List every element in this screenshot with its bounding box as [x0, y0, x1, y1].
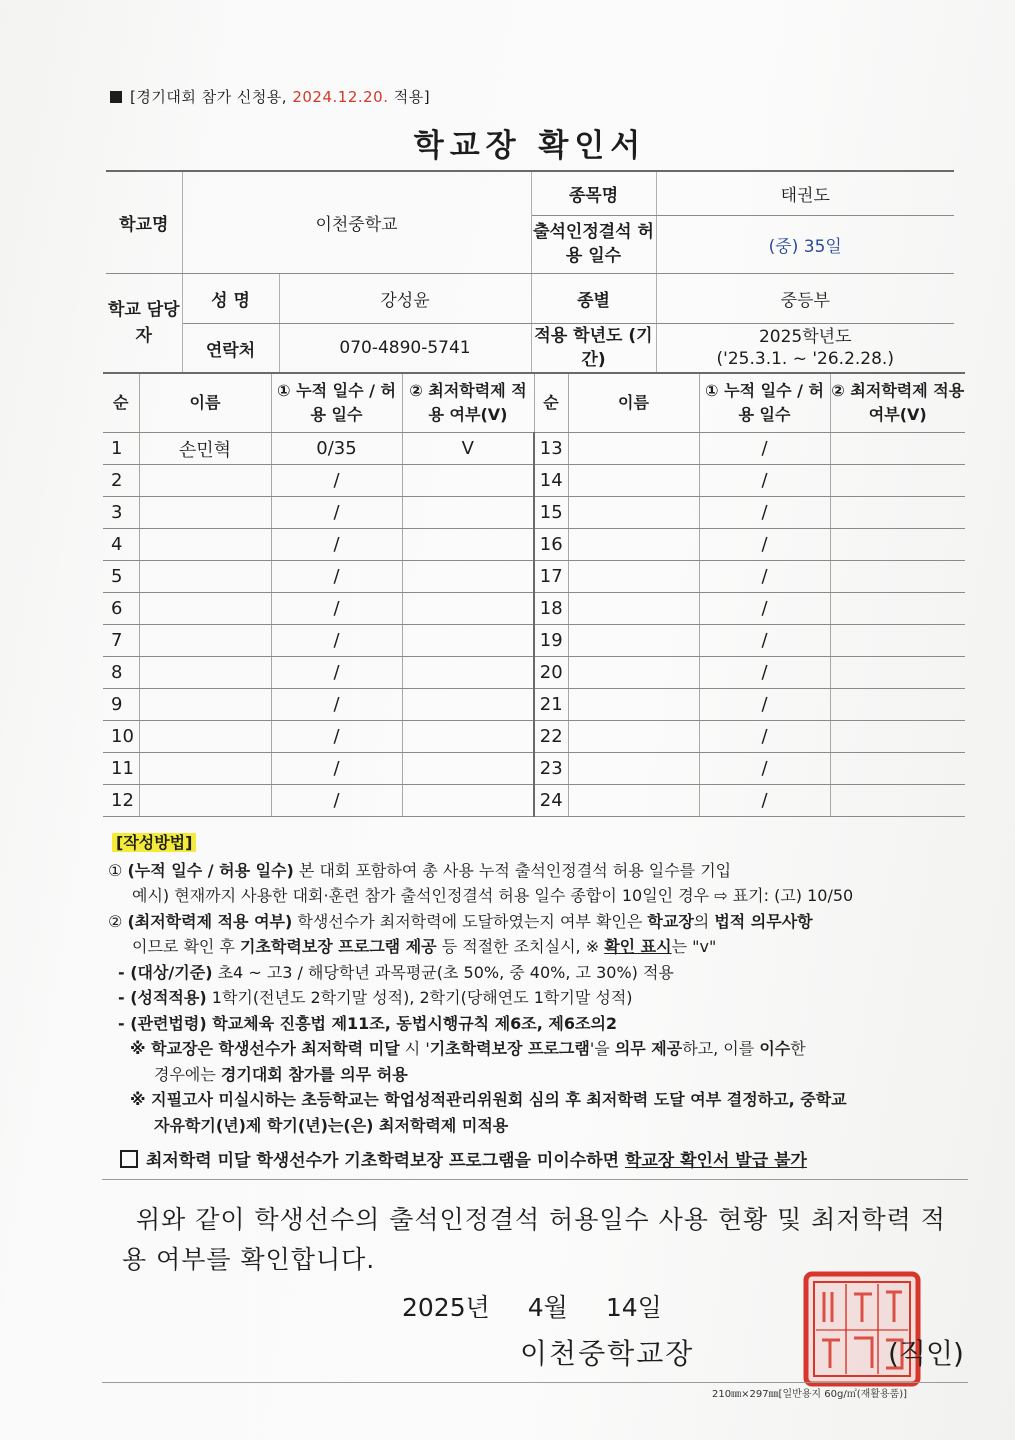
min-academic-check: [402, 529, 534, 561]
instructions: [108, 830, 988, 1138]
cumulative-days: /: [271, 753, 402, 785]
absence-days-value: (중) 35일: [656, 215, 954, 273]
manager-name-value: 강성윤: [279, 273, 531, 323]
row-number-2: 18: [534, 593, 568, 625]
cumulative-days: /: [271, 625, 402, 657]
athlete-name: [139, 529, 271, 561]
min-academic-check: [402, 465, 534, 497]
category-value: 중등부: [656, 273, 954, 323]
cumulative-days-2: /: [699, 657, 830, 689]
cumulative-days: /: [271, 465, 402, 497]
sub2-title: - (성적적용): [118, 988, 207, 1007]
notice-f: 학교장 확인서 발급 불가: [624, 1151, 807, 1171]
event-value: 태권도: [656, 171, 954, 215]
table-row: [103, 721, 965, 753]
note1-line2-a: 경우에는: [154, 1064, 221, 1084]
instructions-heading: [작성방법]: [112, 833, 196, 852]
athlete-roster-table: [103, 372, 965, 817]
sub1-text: 초4 ~ 고3 / 해당학년 과목평균(초 50%, 중 40%, 고 30%) 적용: [212, 962, 674, 982]
min-academic-check: [402, 721, 534, 753]
min-academic-check: [402, 593, 534, 625]
min-academic-check: [402, 625, 534, 657]
table-row: [103, 529, 965, 561]
table-row: [103, 689, 965, 721]
note1-i: 한: [790, 1039, 806, 1058]
note1-f: 의무 제공: [614, 1039, 683, 1058]
min-academic-check-2: [830, 657, 965, 689]
cumulative-days: /: [271, 593, 402, 625]
min-academic-check: [402, 689, 534, 721]
sub3-text: 학교체육 진흥법 제11조, 동법시행규칙 제6조, 제6조의2: [206, 1013, 618, 1033]
manager-label: 학교 담당자: [106, 273, 182, 373]
athlete-name: [139, 657, 271, 689]
header-no: 순: [103, 373, 139, 433]
cumulative-days-2: /: [699, 625, 830, 657]
athlete-name: [139, 721, 271, 753]
note-date: 2024.12.20.: [292, 88, 389, 106]
min-academic-check-2: [830, 625, 965, 657]
table-row: [103, 465, 965, 497]
row-number: 10: [103, 721, 139, 753]
min-academic-check-2: [830, 433, 965, 465]
header-name: 이름: [139, 373, 271, 433]
cumulative-days: /: [271, 657, 402, 689]
row-number: 1: [103, 433, 139, 465]
sub3-title: - (관련법령): [118, 1013, 207, 1033]
note2-line2: 자유학기(년)제 학기(년)는(은) 최저학력제 미적용: [154, 1115, 509, 1135]
issuance-notice: [120, 1146, 807, 1171]
note2-a: ※ 지필고사 미실시하는 초등학교는: [130, 1090, 385, 1109]
row-number: 6: [103, 593, 139, 625]
min-academic-check-2: [830, 785, 965, 817]
cumulative-days-2: /: [699, 785, 830, 817]
header-days-2: ① 누적 일수 / 허용 일수: [699, 373, 830, 433]
header-no-2: 순: [534, 373, 568, 433]
item2-line2-a: 이므로 확인 후: [132, 937, 240, 956]
table-row: [103, 433, 965, 465]
athlete-name: [139, 785, 271, 817]
min-academic-check-2: [830, 721, 965, 753]
row-number: 8: [103, 657, 139, 689]
athlete-name-2: [568, 561, 699, 593]
athlete-name-2: [568, 753, 699, 785]
item2-line2-c: 는 "v": [671, 937, 717, 956]
item2-mark: ②: [108, 911, 123, 931]
table-row: [103, 657, 965, 689]
absence-days-label: 출석인정결석 허용 일수: [531, 215, 656, 273]
header-note: [110, 86, 430, 107]
item2-line2-b: 등 적절한 조치실시, ※: [436, 937, 605, 956]
notice-e: 하면: [586, 1151, 625, 1171]
item1-example: 예시) 현재까지 사용한 대회·훈련 참가 출석인정결석 허용 일수 종합이 10일인 경우 ⇨ 표기: (고) 10/50: [132, 886, 854, 905]
date-year: 2025년: [402, 1293, 490, 1322]
row-number: 4: [103, 529, 139, 561]
event-label: 종목명: [531, 171, 656, 215]
row-number-2: 13: [534, 433, 568, 465]
cumulative-days: 0/35: [271, 433, 402, 465]
table-row: [103, 561, 965, 593]
note1-line2-b: 경기대회 참가: [220, 1064, 320, 1084]
table-row: [103, 753, 965, 785]
athlete-name-2: [568, 529, 699, 561]
athlete-name-2: [568, 593, 699, 625]
min-academic-check: [402, 497, 534, 529]
row-number-2: 21: [534, 689, 568, 721]
notice-b: 기초학력보장 프로그램: [344, 1151, 515, 1171]
year-cell: [656, 323, 954, 373]
divider: [102, 1179, 968, 1180]
min-academic-check-2: [830, 753, 965, 785]
note2-c: 후 최저학력 도달 여부 결정하고, 중학교: [559, 1090, 847, 1109]
cumulative-days-2: /: [699, 497, 830, 529]
row-number-2: 24: [534, 785, 568, 817]
cumulative-days: /: [271, 561, 402, 593]
item2-duty: 법적 의무사항: [714, 911, 813, 931]
contact-label: 연락처: [182, 323, 279, 373]
min-academic-check: [402, 753, 534, 785]
row-number-2: 20: [534, 657, 568, 689]
seal-label: (직인): [888, 1337, 964, 1370]
min-academic-check-2: [830, 465, 965, 497]
manager-name-label: 성 명: [182, 273, 279, 323]
note2-b: 학업성적관리위원회 심의: [384, 1090, 560, 1109]
date-day: 14일: [605, 1293, 662, 1322]
cumulative-days: /: [271, 529, 402, 561]
square-bullet-icon: [110, 91, 122, 103]
notice-d: 미이수: [536, 1151, 587, 1171]
year-label: 적용 학년도 (기간): [531, 323, 656, 373]
row-number: 2: [103, 465, 139, 497]
row-number-2: 14: [534, 465, 568, 497]
cumulative-days: /: [271, 497, 402, 529]
principal-title: 이천중학교장: [520, 1337, 695, 1370]
notice-c: 을: [514, 1151, 537, 1171]
note-suffix: 적용]: [388, 88, 431, 106]
row-number: 5: [103, 561, 139, 593]
item2-text: 학생선수가 최저학력에 도달하였는지 여부 확인은: [292, 911, 648, 931]
athlete-name-2: [568, 785, 699, 817]
athlete-name: [139, 625, 271, 657]
table-row: [103, 497, 965, 529]
issue-date: [402, 1288, 662, 1324]
header-min: ② 최저학력제 적용 여부(V): [402, 373, 534, 433]
header-days: ① 누적 일수 / 허용 일수: [271, 373, 402, 433]
cumulative-days-2: /: [699, 689, 830, 721]
athlete-name: [139, 497, 271, 529]
table-row: [103, 593, 965, 625]
note1-e: '을: [589, 1039, 615, 1058]
cumulative-days: /: [271, 785, 402, 817]
header-name-2: 이름: [568, 373, 699, 433]
table-row: [103, 785, 965, 817]
school-name-value: 이천중학교: [182, 171, 531, 273]
table-row: [103, 625, 965, 657]
item2-title: (최저학력제 적용 여부): [127, 911, 293, 931]
cumulative-days-2: /: [699, 433, 830, 465]
cumulative-days-2: /: [699, 529, 830, 561]
row-number: 3: [103, 497, 139, 529]
note-prefix: [경기대회 참가 신청용,: [130, 88, 293, 106]
cumulative-days-2: /: [699, 721, 830, 753]
paper-spec: 210㎜×297㎜[일반용지 60g/㎡(재활용품)]: [712, 1389, 908, 1400]
confirmation-text: 위와 같이 학생선수의 출석인정결석 허용일수 사용 현황 및 최저학력 적용 여부를 확인합니다.: [122, 1205, 946, 1274]
note1-h: 이수: [759, 1039, 791, 1058]
arrow-box-icon: [120, 1150, 138, 1168]
row-number: 9: [103, 689, 139, 721]
row-number: 7: [103, 625, 139, 657]
notice-a: 최저학력 미달 학생선수가: [146, 1151, 345, 1171]
min-academic-check-2: [830, 593, 965, 625]
athlete-name-2: [568, 657, 699, 689]
athlete-name: [139, 561, 271, 593]
sub1-title: - (대상/기준): [118, 962, 213, 982]
date-month: 4월: [527, 1293, 568, 1322]
item1-title: (누적 일수 / 허용 일수): [127, 860, 294, 880]
cumulative-days: /: [271, 721, 402, 753]
school-info-table: [106, 170, 954, 374]
row-number-2: 17: [534, 561, 568, 593]
sub2-text: 1학기(전년도 2학기말 성적), 2학기(당해연도 1학기말 성적): [206, 988, 633, 1007]
note1-b: 최저학력 미달: [301, 1039, 400, 1058]
year-value: 2025학년도: [758, 327, 852, 347]
athlete-name: [139, 593, 271, 625]
item2-mark-note: 확인 표시: [604, 937, 672, 956]
cumulative-days-2: /: [699, 753, 830, 785]
item2-text2: 의: [693, 911, 715, 931]
athlete-name-2: [568, 465, 699, 497]
year-period: ('25.3.1. ~ '26.2.28.): [716, 349, 894, 369]
category-label: 종별: [531, 273, 656, 323]
athlete-name: 손민혁: [139, 433, 271, 465]
school-name-label: 학교명: [106, 171, 182, 273]
note1-g: 하고, 이를: [682, 1039, 760, 1058]
row-number-2: 23: [534, 753, 568, 785]
item1-text: 본 대회 포함하여 총 사용 누적 출석인정결석 허용 일수를 기입: [293, 860, 732, 880]
bottom-divider: [102, 1382, 968, 1383]
row-number-2: 19: [534, 625, 568, 657]
min-academic-check-2: [830, 561, 965, 593]
row-number-2: 16: [534, 529, 568, 561]
athlete-name: [139, 465, 271, 497]
athlete-name-2: [568, 689, 699, 721]
document-title: 학교장 확인서: [413, 128, 647, 164]
cumulative-days: /: [271, 689, 402, 721]
item2-principal: 학교장: [647, 911, 694, 931]
min-academic-check: [402, 785, 534, 817]
note1-d: 기초학력보장 프로그램: [429, 1039, 590, 1058]
cumulative-days-2: /: [699, 561, 830, 593]
min-academic-check: V: [402, 433, 534, 465]
row-number: 12: [103, 785, 139, 817]
note1-c: 시 ': [399, 1039, 430, 1058]
note1-line2-c: 를 의무 허용: [319, 1064, 408, 1084]
note1-a: ※ 학교장은 학생선수가: [130, 1039, 302, 1058]
athlete-name-2: [568, 625, 699, 657]
cumulative-days-2: /: [699, 593, 830, 625]
min-academic-check-2: [830, 497, 965, 529]
athlete-name-2: [568, 497, 699, 529]
athlete-name: [139, 689, 271, 721]
min-academic-check-2: [830, 689, 965, 721]
item1-mark: ①: [108, 860, 123, 880]
min-academic-check-2: [830, 529, 965, 561]
athlete-name-2: [568, 721, 699, 753]
cumulative-days-2: /: [699, 465, 830, 497]
row-number-2: 22: [534, 721, 568, 753]
athlete-name-2: [568, 433, 699, 465]
contact-value: 070-4890-5741: [279, 323, 531, 373]
item2-program: 기초학력보장 프로그램 제공: [240, 937, 437, 956]
min-academic-check: [402, 561, 534, 593]
athlete-name: [139, 753, 271, 785]
min-academic-check: [402, 657, 534, 689]
row-number-2: 15: [534, 497, 568, 529]
header-min-2: ② 최저학력제 적용 여부(V): [830, 373, 965, 433]
row-number: 11: [103, 753, 139, 785]
